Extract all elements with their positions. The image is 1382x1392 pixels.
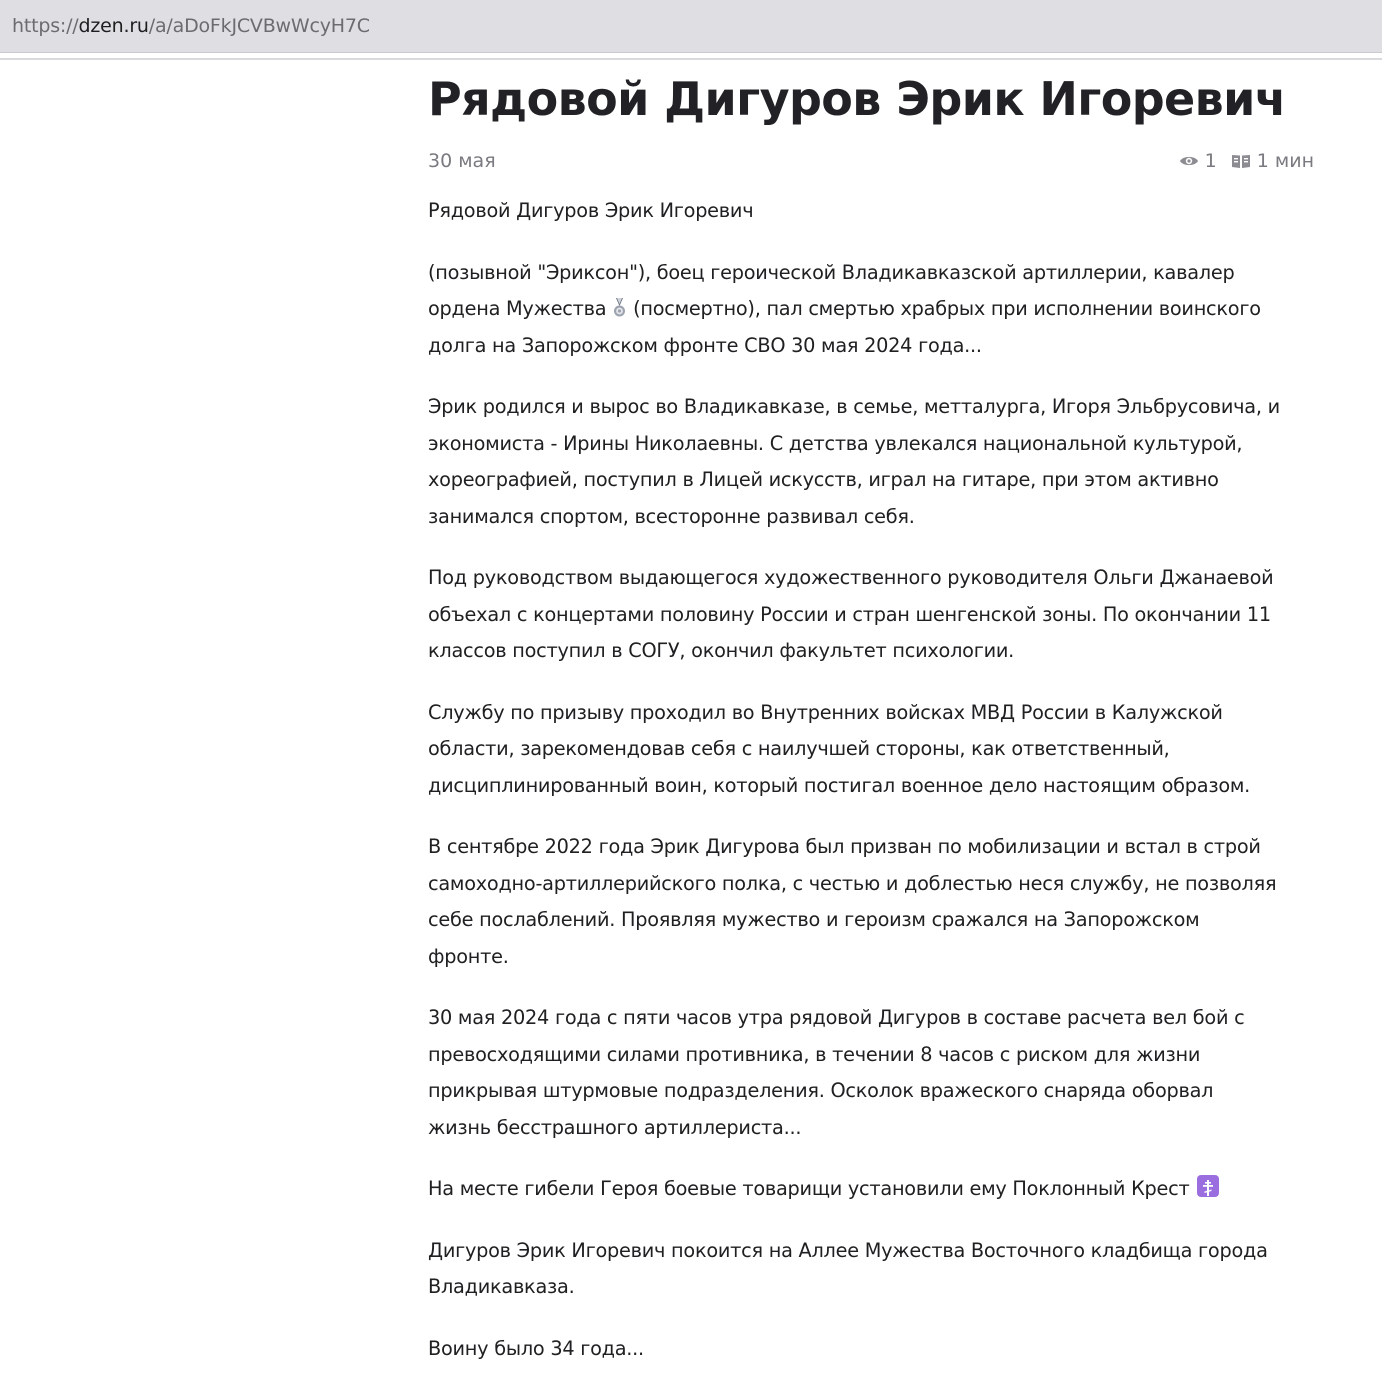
text-line: Службу по призыву проходил во Внутренних войсках МВД России в Калужской (428, 700, 1223, 724)
text-line: 30 мая 2024 года с пяти часов утра рядовой Дигуров в составе расчета вел бой с (428, 1006, 1245, 1029)
text-line: Воину было 34 года... (428, 1336, 644, 1360)
paragraph (428, 389, 1314, 535)
text-line: объехал с концертами половину России и стран шенгенской зоны. По окончании 11 (428, 602, 1271, 626)
article (428, 60, 1314, 1392)
text-line: В сентябре 2022 года Эрик Дигурова был призван по мобилизации и встал в строй (428, 835, 1261, 858)
text-segment: (посмертно), пал смертью храбрых при исполнении воинского (633, 297, 1261, 320)
url-host: dzen.ru (78, 15, 149, 37)
paragraph (428, 255, 1314, 365)
eye-icon (1179, 154, 1199, 168)
paragraph (428, 1000, 1314, 1146)
text-line: самоходно-артиллерийского полка, с честью и доблестью неся службу, не позволяя (428, 871, 1277, 895)
paragraph (428, 1331, 1314, 1368)
article-body (428, 193, 1314, 1367)
text-segment: ордена Мужества (428, 297, 607, 320)
views-stat (1179, 150, 1217, 172)
text-line: Эрик родился и вырос во Владикавказе, в семье, метталурга, Игоря Эльбрусовича, и (428, 395, 1280, 418)
article-meta (428, 147, 1314, 177)
text-segment: На месте гибели Героя боевые товарищи установили ему Поклонный Крест (428, 1177, 1190, 1200)
paragraph (428, 1233, 1314, 1306)
text-line: хореографией, поступил в Лицей искусств, играл на гитаре, при этом активно (428, 468, 1219, 491)
book-icon (1231, 153, 1251, 169)
text-line: экономиста - Ирины Николаевны. С детства увлекался национальной культурой, (428, 431, 1243, 455)
read-time: 1 мин (1256, 150, 1314, 172)
publish-date: 30 мая (428, 150, 496, 172)
article-stats (1179, 150, 1314, 172)
text-line: долга на Запорожском фронте СВО 30 мая 2024 года... (428, 333, 982, 357)
text-line: Владикавказа. (428, 1275, 575, 1298)
text-line: дисциплинированный воин, который постигал военное дело настоящим образом. (428, 773, 1251, 797)
article-title: Рядовой Дигуров Эрик Игоревич (428, 72, 1286, 126)
paragraph (428, 193, 1314, 230)
text-line: себе послаблений. Проявляя мужество и героизм сражался на Запорожском (428, 908, 1200, 931)
text-line (428, 291, 1314, 328)
paragraph (428, 1171, 1314, 1208)
text-line: жизнь бесстрашного артиллериста... (428, 1115, 802, 1139)
text-line: Рядовой Дигуров Эрик Игоревич (428, 199, 754, 222)
url-scheme: https:// (12, 15, 79, 37)
text-line: Под руководством выдающегося художественного руководителя Ольги Джанаевой (428, 566, 1274, 589)
paragraph (428, 560, 1314, 670)
text-line (428, 1171, 1314, 1208)
url-path: /a/aDoFkJCVBwWcyH7C (148, 15, 370, 37)
text-line: превосходящими силами противника, в течении 8 часов с риском для жизни (428, 1042, 1201, 1066)
text-line: фронте. (428, 944, 509, 968)
paragraph (428, 829, 1314, 975)
paragraph (428, 695, 1314, 805)
text-line: занимался спортом, всесторонне развивал себя. (428, 504, 915, 528)
text-line: (позывной "Эриксон"), боец героической Владикавказской артиллерии, кавалер (428, 260, 1235, 284)
text-line: классов поступил в СОГУ, окончил факультет психологии. (428, 639, 1015, 662)
orthodox-cross-emoji (1197, 1175, 1219, 1197)
text-line: области, зарекомендовав себя с наилучшей стороны, как ответственный, (428, 737, 1170, 760)
views-count: 1 (1204, 150, 1217, 172)
read-time-stat (1231, 150, 1314, 172)
address-bar[interactable] (0, 0, 1382, 53)
medal-emoji (613, 294, 626, 314)
text-line: Дигуров Эрик Игоревич покоится на Аллее Мужества Восточного кладбища города (428, 1238, 1268, 1262)
url-text[interactable] (12, 15, 370, 37)
text-line: прикрывая штурмовые подразделения. Осколок вражеского снаряда оборвал (428, 1079, 1214, 1102)
